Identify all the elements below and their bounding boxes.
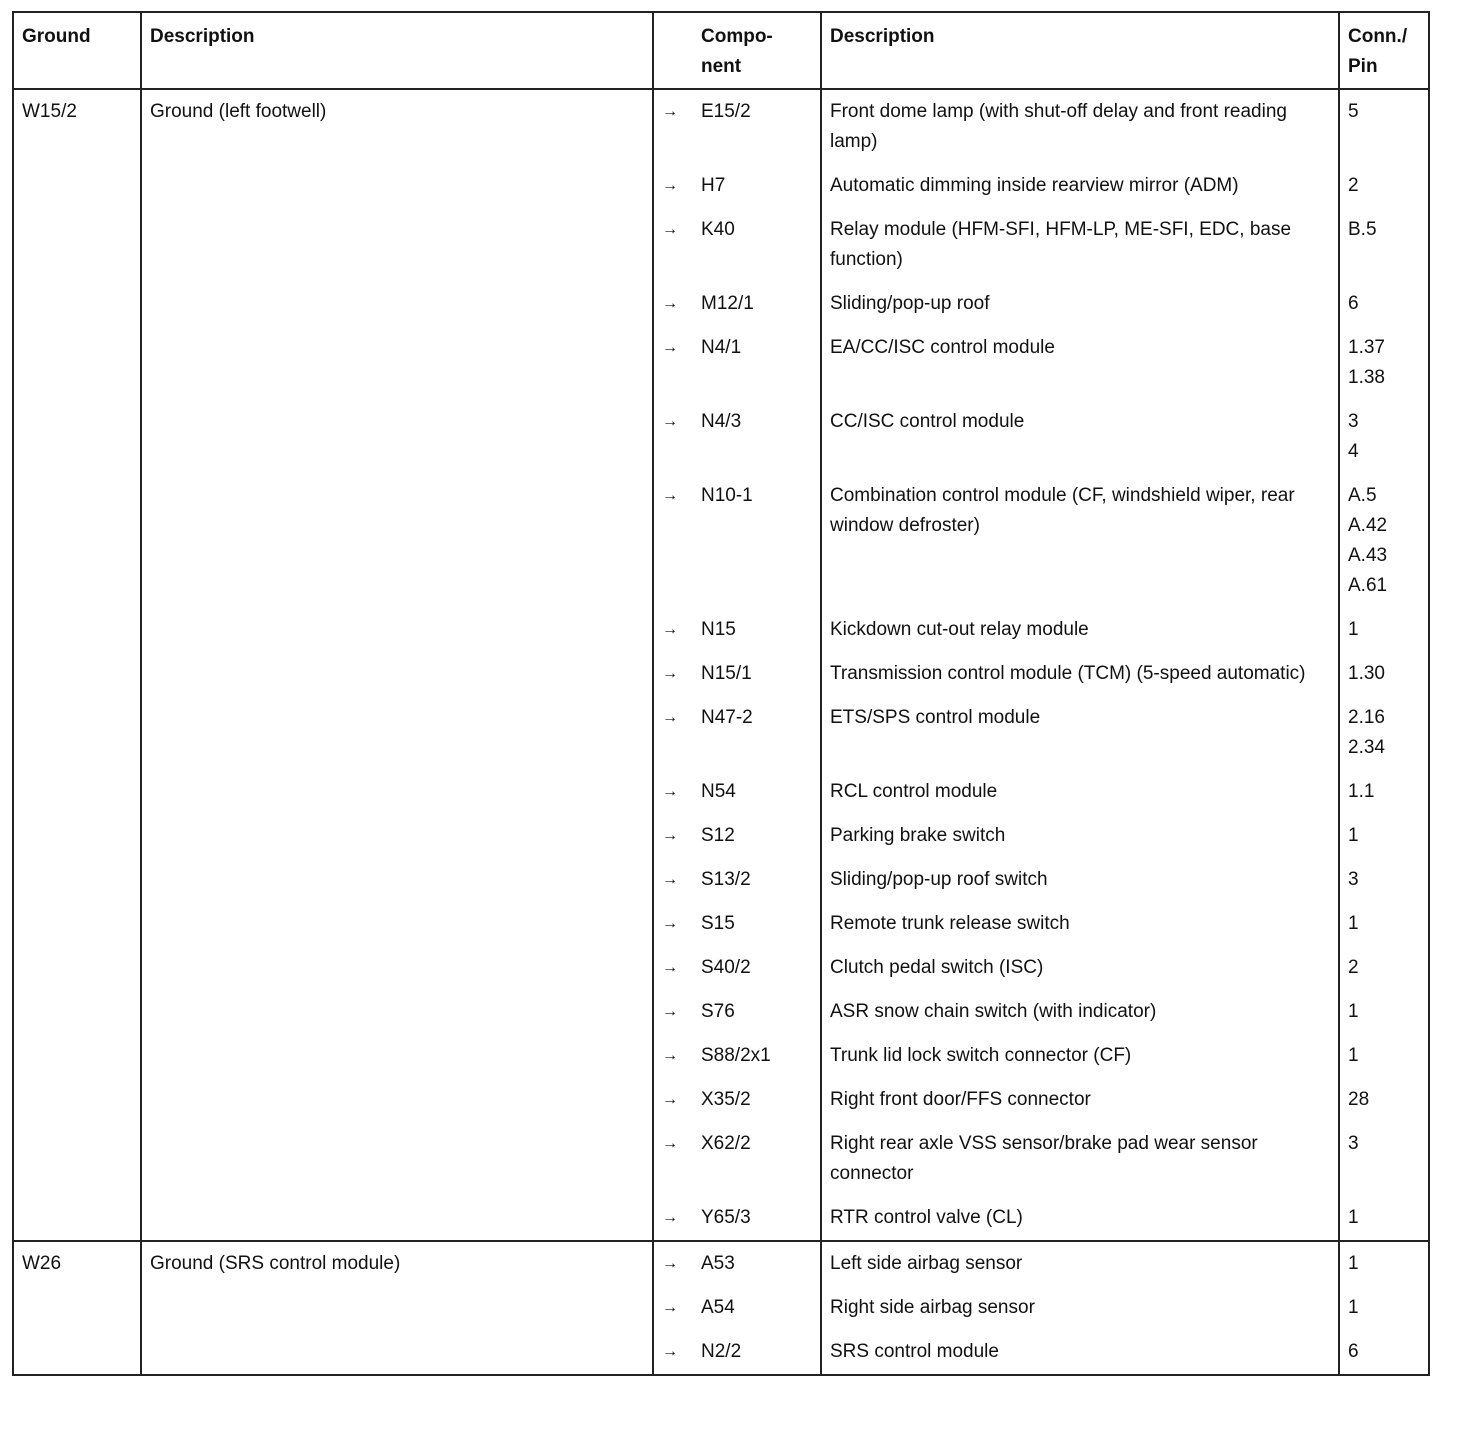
conn-pin-cell: 1 xyxy=(1339,814,1429,858)
table-row xyxy=(13,89,1429,164)
table-row xyxy=(13,902,1429,946)
ground-cell xyxy=(13,814,141,858)
component-description-cell: Sliding/pop-up roof xyxy=(821,282,1339,326)
arrow-icon: → xyxy=(653,1078,695,1122)
arrow-icon: → xyxy=(653,208,695,282)
ground-description-cell xyxy=(141,858,653,902)
table-row xyxy=(13,814,1429,858)
component-description-cell: Automatic dimming inside rearview mirror (ADM) xyxy=(821,164,1339,208)
component-cell: S40/2 xyxy=(695,946,821,990)
table-row xyxy=(13,1286,1429,1330)
table-row xyxy=(13,858,1429,902)
ground-cell xyxy=(13,282,141,326)
ground-description-cell xyxy=(141,400,653,474)
ground-description-cell xyxy=(141,474,653,608)
arrow-icon: → xyxy=(653,89,695,164)
component-cell: A53 xyxy=(695,1241,821,1286)
ground-description-cell xyxy=(141,652,653,696)
component-cell: M12/1 xyxy=(695,282,821,326)
conn-pin-cell: 2 xyxy=(1339,946,1429,990)
component-description-cell: ETS/SPS control module xyxy=(821,696,1339,770)
component-description-cell: Right rear axle VSS sensor/brake pad wear sensor connector xyxy=(821,1122,1339,1196)
component-cell: N54 xyxy=(695,770,821,814)
ground-cell: W15/2 xyxy=(13,89,141,164)
component-description-cell: Kickdown cut-out relay module xyxy=(821,608,1339,652)
ground-cell xyxy=(13,990,141,1034)
ground-cell xyxy=(13,696,141,770)
ground-description-cell xyxy=(141,1196,653,1241)
component-description-cell: EA/CC/ISC control module xyxy=(821,326,1339,400)
ground-cell: W26 xyxy=(13,1241,141,1286)
conn-pin-cell: 1.30 xyxy=(1339,652,1429,696)
table-row xyxy=(13,990,1429,1034)
table-row xyxy=(13,770,1429,814)
conn-pin-cell: 1.37 1.38 xyxy=(1339,326,1429,400)
ground-description-cell xyxy=(141,1330,653,1375)
ground-description-cell: Ground (SRS control module) xyxy=(141,1241,653,1286)
header-component xyxy=(695,12,821,89)
ground-cell xyxy=(13,1286,141,1330)
ground-description-cell xyxy=(141,208,653,282)
header-ground: Ground xyxy=(13,12,141,89)
table-row xyxy=(13,326,1429,400)
ground-cell xyxy=(13,608,141,652)
ground-points-table xyxy=(12,11,1430,1376)
ground-description-cell xyxy=(141,814,653,858)
component-cell: N2/2 xyxy=(695,1330,821,1375)
conn-pin-cell: B.5 xyxy=(1339,208,1429,282)
component-cell: N15 xyxy=(695,608,821,652)
ground-description-cell xyxy=(141,326,653,400)
component-description-cell: SRS control module xyxy=(821,1330,1339,1375)
component-description-cell: RTR control valve (CL) xyxy=(821,1196,1339,1241)
component-cell: S15 xyxy=(695,902,821,946)
table-row xyxy=(13,652,1429,696)
component-description-cell: Parking brake switch xyxy=(821,814,1339,858)
conn-pin-cell: 3 xyxy=(1339,858,1429,902)
arrow-icon: → xyxy=(653,1241,695,1286)
header-conn-pin xyxy=(1339,12,1429,89)
ground-description-cell xyxy=(141,164,653,208)
component-description-cell: Right front door/FFS connector xyxy=(821,1078,1339,1122)
ground-description-cell xyxy=(141,608,653,652)
arrow-icon: → xyxy=(653,400,695,474)
header-description: Description xyxy=(141,12,653,89)
conn-pin-cell: 1 xyxy=(1339,1034,1429,1078)
arrow-icon: → xyxy=(653,902,695,946)
table-row xyxy=(13,1034,1429,1078)
arrow-icon: → xyxy=(653,1122,695,1196)
ground-description-cell xyxy=(141,946,653,990)
ground-cell xyxy=(13,1034,141,1078)
table-row xyxy=(13,946,1429,990)
table-row xyxy=(13,608,1429,652)
ground-cell xyxy=(13,164,141,208)
ground-description-cell xyxy=(141,1122,653,1196)
arrow-icon: → xyxy=(653,814,695,858)
ground-description-cell xyxy=(141,902,653,946)
table-row xyxy=(13,208,1429,282)
component-description-cell: Transmission control module (TCM) (5-speed automatic) xyxy=(821,652,1339,696)
table-row xyxy=(13,1241,1429,1286)
component-cell: S76 xyxy=(695,990,821,1034)
conn-pin-cell: 1.1 xyxy=(1339,770,1429,814)
component-description-cell: Relay module (HFM-SFI, HFM-LP, ME-SFI, EDC, base function) xyxy=(821,208,1339,282)
component-cell: H7 xyxy=(695,164,821,208)
header-component-text: Compo- nent xyxy=(701,26,773,77)
table-row xyxy=(13,696,1429,770)
ground-description-cell xyxy=(141,770,653,814)
component-description-cell: Front dome lamp (with shut-off delay and front reading lamp) xyxy=(821,89,1339,164)
conn-pin-cell: 1 xyxy=(1339,608,1429,652)
arrow-icon: → xyxy=(653,326,695,400)
header-arrow-spacer xyxy=(653,12,695,89)
component-description-cell: CC/ISC control module xyxy=(821,400,1339,474)
table-row xyxy=(13,282,1429,326)
component-description-cell: Left side airbag sensor xyxy=(821,1241,1339,1286)
arrow-icon: → xyxy=(653,282,695,326)
arrow-icon: → xyxy=(653,1286,695,1330)
ground-description-cell xyxy=(141,696,653,770)
arrow-icon: → xyxy=(653,164,695,208)
ground-description-cell xyxy=(141,1034,653,1078)
component-description-cell: Right side airbag sensor xyxy=(821,1286,1339,1330)
ground-cell xyxy=(13,652,141,696)
conn-pin-cell: 1 xyxy=(1339,1241,1429,1286)
arrow-icon: → xyxy=(653,696,695,770)
conn-pin-cell: 1 xyxy=(1339,902,1429,946)
ground-description-cell xyxy=(141,990,653,1034)
arrow-icon: → xyxy=(653,608,695,652)
ground-cell xyxy=(13,902,141,946)
table-row xyxy=(13,1078,1429,1122)
ground-cell xyxy=(13,1196,141,1241)
ground-cell xyxy=(13,474,141,608)
ground-cell xyxy=(13,1330,141,1375)
conn-pin-cell: 5 xyxy=(1339,89,1429,164)
ground-cell xyxy=(13,326,141,400)
table-row xyxy=(13,1330,1429,1375)
component-cell: A54 xyxy=(695,1286,821,1330)
ground-cell xyxy=(13,400,141,474)
component-description-cell: ASR snow chain switch (with indicator) xyxy=(821,990,1339,1034)
table-body xyxy=(13,89,1429,1375)
ground-description-cell: Ground (left footwell) xyxy=(141,89,653,164)
ground-description-cell xyxy=(141,1286,653,1330)
table-row xyxy=(13,164,1429,208)
ground-cell xyxy=(13,946,141,990)
header-conn-pin-text: Conn./ Pin xyxy=(1348,26,1408,77)
ground-cell xyxy=(13,1122,141,1196)
component-cell: N10-1 xyxy=(695,474,821,608)
conn-pin-cell: 2.16 2.34 xyxy=(1339,696,1429,770)
header-component-description: Description xyxy=(821,12,1339,89)
component-cell: Y65/3 xyxy=(695,1196,821,1241)
component-cell: X35/2 xyxy=(695,1078,821,1122)
component-description-cell: Remote trunk release switch xyxy=(821,902,1339,946)
arrow-icon: → xyxy=(653,1196,695,1241)
arrow-icon: → xyxy=(653,652,695,696)
arrow-icon: → xyxy=(653,770,695,814)
ground-description-cell xyxy=(141,1078,653,1122)
arrow-icon: → xyxy=(653,474,695,608)
ground-cell xyxy=(13,770,141,814)
conn-pin-cell: 1 xyxy=(1339,1286,1429,1330)
header-row xyxy=(13,12,1429,89)
table-row xyxy=(13,1122,1429,1196)
table-row xyxy=(13,474,1429,608)
component-cell: S12 xyxy=(695,814,821,858)
component-cell: N47-2 xyxy=(695,696,821,770)
component-description-cell: Sliding/pop-up roof switch xyxy=(821,858,1339,902)
component-cell: S88/2x1 xyxy=(695,1034,821,1078)
component-cell: N4/1 xyxy=(695,326,821,400)
ground-cell xyxy=(13,858,141,902)
component-cell: K40 xyxy=(695,208,821,282)
conn-pin-cell: 28 xyxy=(1339,1078,1429,1122)
conn-pin-cell: 6 xyxy=(1339,1330,1429,1375)
conn-pin-cell: 6 xyxy=(1339,282,1429,326)
table-row xyxy=(13,1196,1429,1241)
arrow-icon: → xyxy=(653,946,695,990)
ground-cell xyxy=(13,208,141,282)
component-cell: N4/3 xyxy=(695,400,821,474)
conn-pin-cell: A.5 A.42 A.43 A.61 xyxy=(1339,474,1429,608)
conn-pin-cell: 2 xyxy=(1339,164,1429,208)
component-cell: N15/1 xyxy=(695,652,821,696)
component-cell: E15/2 xyxy=(695,89,821,164)
ground-description-cell xyxy=(141,282,653,326)
table-row xyxy=(13,400,1429,474)
arrow-icon: → xyxy=(653,1330,695,1375)
conn-pin-cell: 3 4 xyxy=(1339,400,1429,474)
component-description-cell: RCL control module xyxy=(821,770,1339,814)
arrow-icon: → xyxy=(653,858,695,902)
component-description-cell: Combination control module (CF, windshield wiper, rear window defroster) xyxy=(821,474,1339,608)
arrow-icon: → xyxy=(653,990,695,1034)
component-cell: X62/2 xyxy=(695,1122,821,1196)
component-description-cell: Trunk lid lock switch connector (CF) xyxy=(821,1034,1339,1078)
component-description-cell: Clutch pedal switch (ISC) xyxy=(821,946,1339,990)
conn-pin-cell: 3 xyxy=(1339,1122,1429,1196)
conn-pin-cell: 1 xyxy=(1339,1196,1429,1241)
conn-pin-cell: 1 xyxy=(1339,990,1429,1034)
component-cell: S13/2 xyxy=(695,858,821,902)
arrow-icon: → xyxy=(653,1034,695,1078)
ground-cell xyxy=(13,1078,141,1122)
